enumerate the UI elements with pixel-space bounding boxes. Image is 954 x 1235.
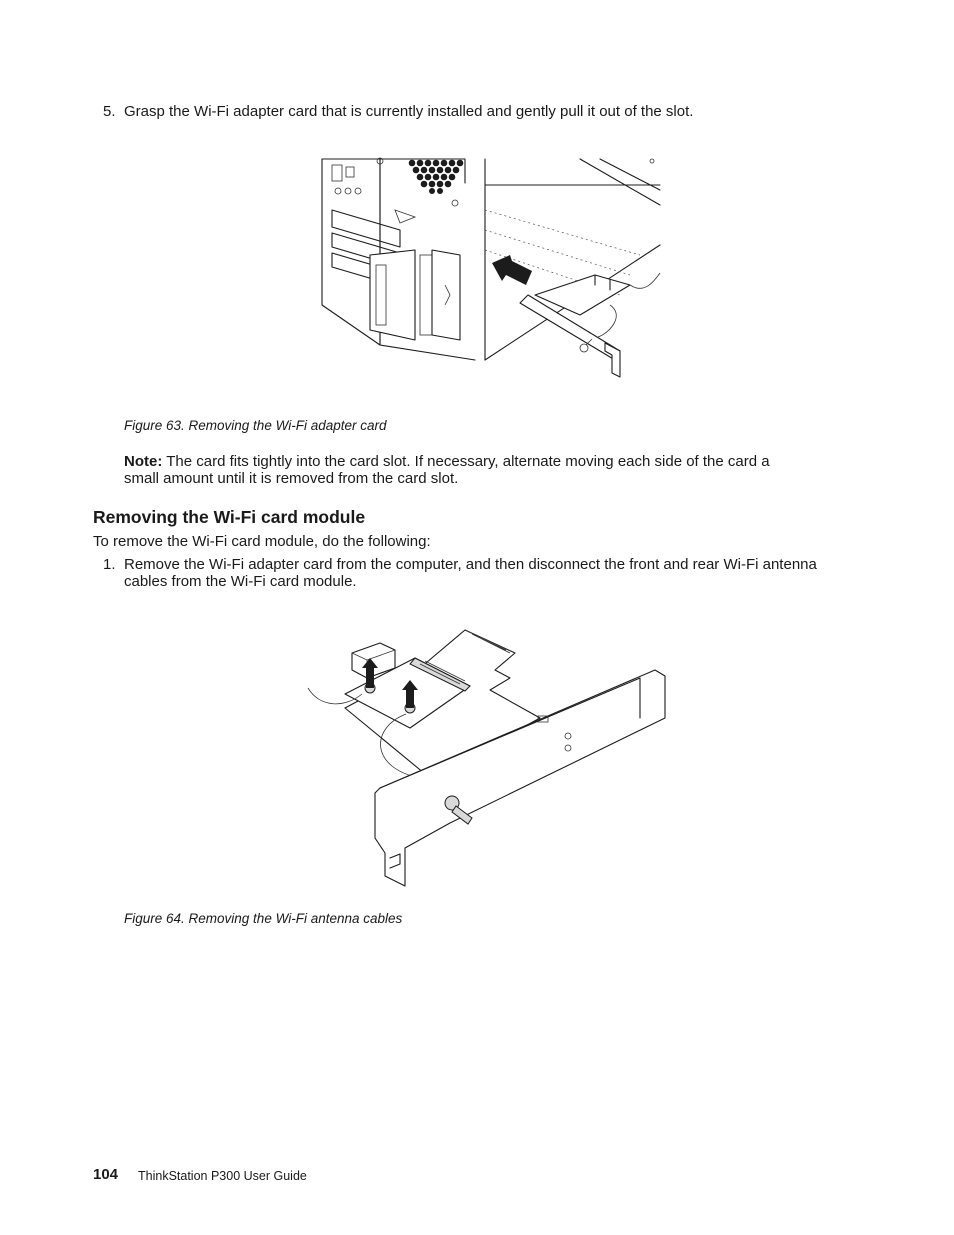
figure-63-illustration xyxy=(320,155,665,385)
figure-63-caption: Figure 63. Removing the Wi-Fi adapter card xyxy=(124,418,387,433)
step-text xyxy=(124,556,817,590)
wifi-adapter-card xyxy=(520,273,660,377)
figure-64-caption: Figure 64. Removing the Wi-Fi antenna cables xyxy=(124,911,403,926)
step-number: 1. xyxy=(103,556,116,573)
note-label: Note: xyxy=(124,453,163,470)
footer-doc-title: ThinkStation P300 User Guide xyxy=(138,1169,307,1183)
figure-64-illustration xyxy=(300,628,670,888)
step-number: 5. xyxy=(103,103,116,120)
note-line-2: small amount until it is removed from the card slot. xyxy=(124,470,459,487)
step-text: Grasp the Wi-Fi adapter card that is currently installed and gently pull it out of the slot. xyxy=(124,103,694,120)
pull-arrow xyxy=(492,255,532,285)
note xyxy=(124,453,884,487)
step-5 xyxy=(103,103,863,121)
step-1 xyxy=(103,556,883,592)
page-number: 104 xyxy=(93,1166,119,1183)
note-text-1: The card fits tightly into the card slot. If necessary, alternate moving each side of the card a xyxy=(162,453,770,470)
section-intro: To remove the Wi-Fi card module, do the following: xyxy=(93,533,431,550)
section-heading: Removing the Wi-Fi card module xyxy=(93,507,366,527)
fan-vent-grille xyxy=(409,160,464,194)
note-line-1 xyxy=(124,453,884,470)
step-text-line-1: Remove the Wi-Fi adapter card from the computer, and then disconnect the front and rear Wi-Fi antenna xyxy=(124,556,817,573)
step-text-line-2: cables from the Wi-Fi card module. xyxy=(124,573,357,590)
